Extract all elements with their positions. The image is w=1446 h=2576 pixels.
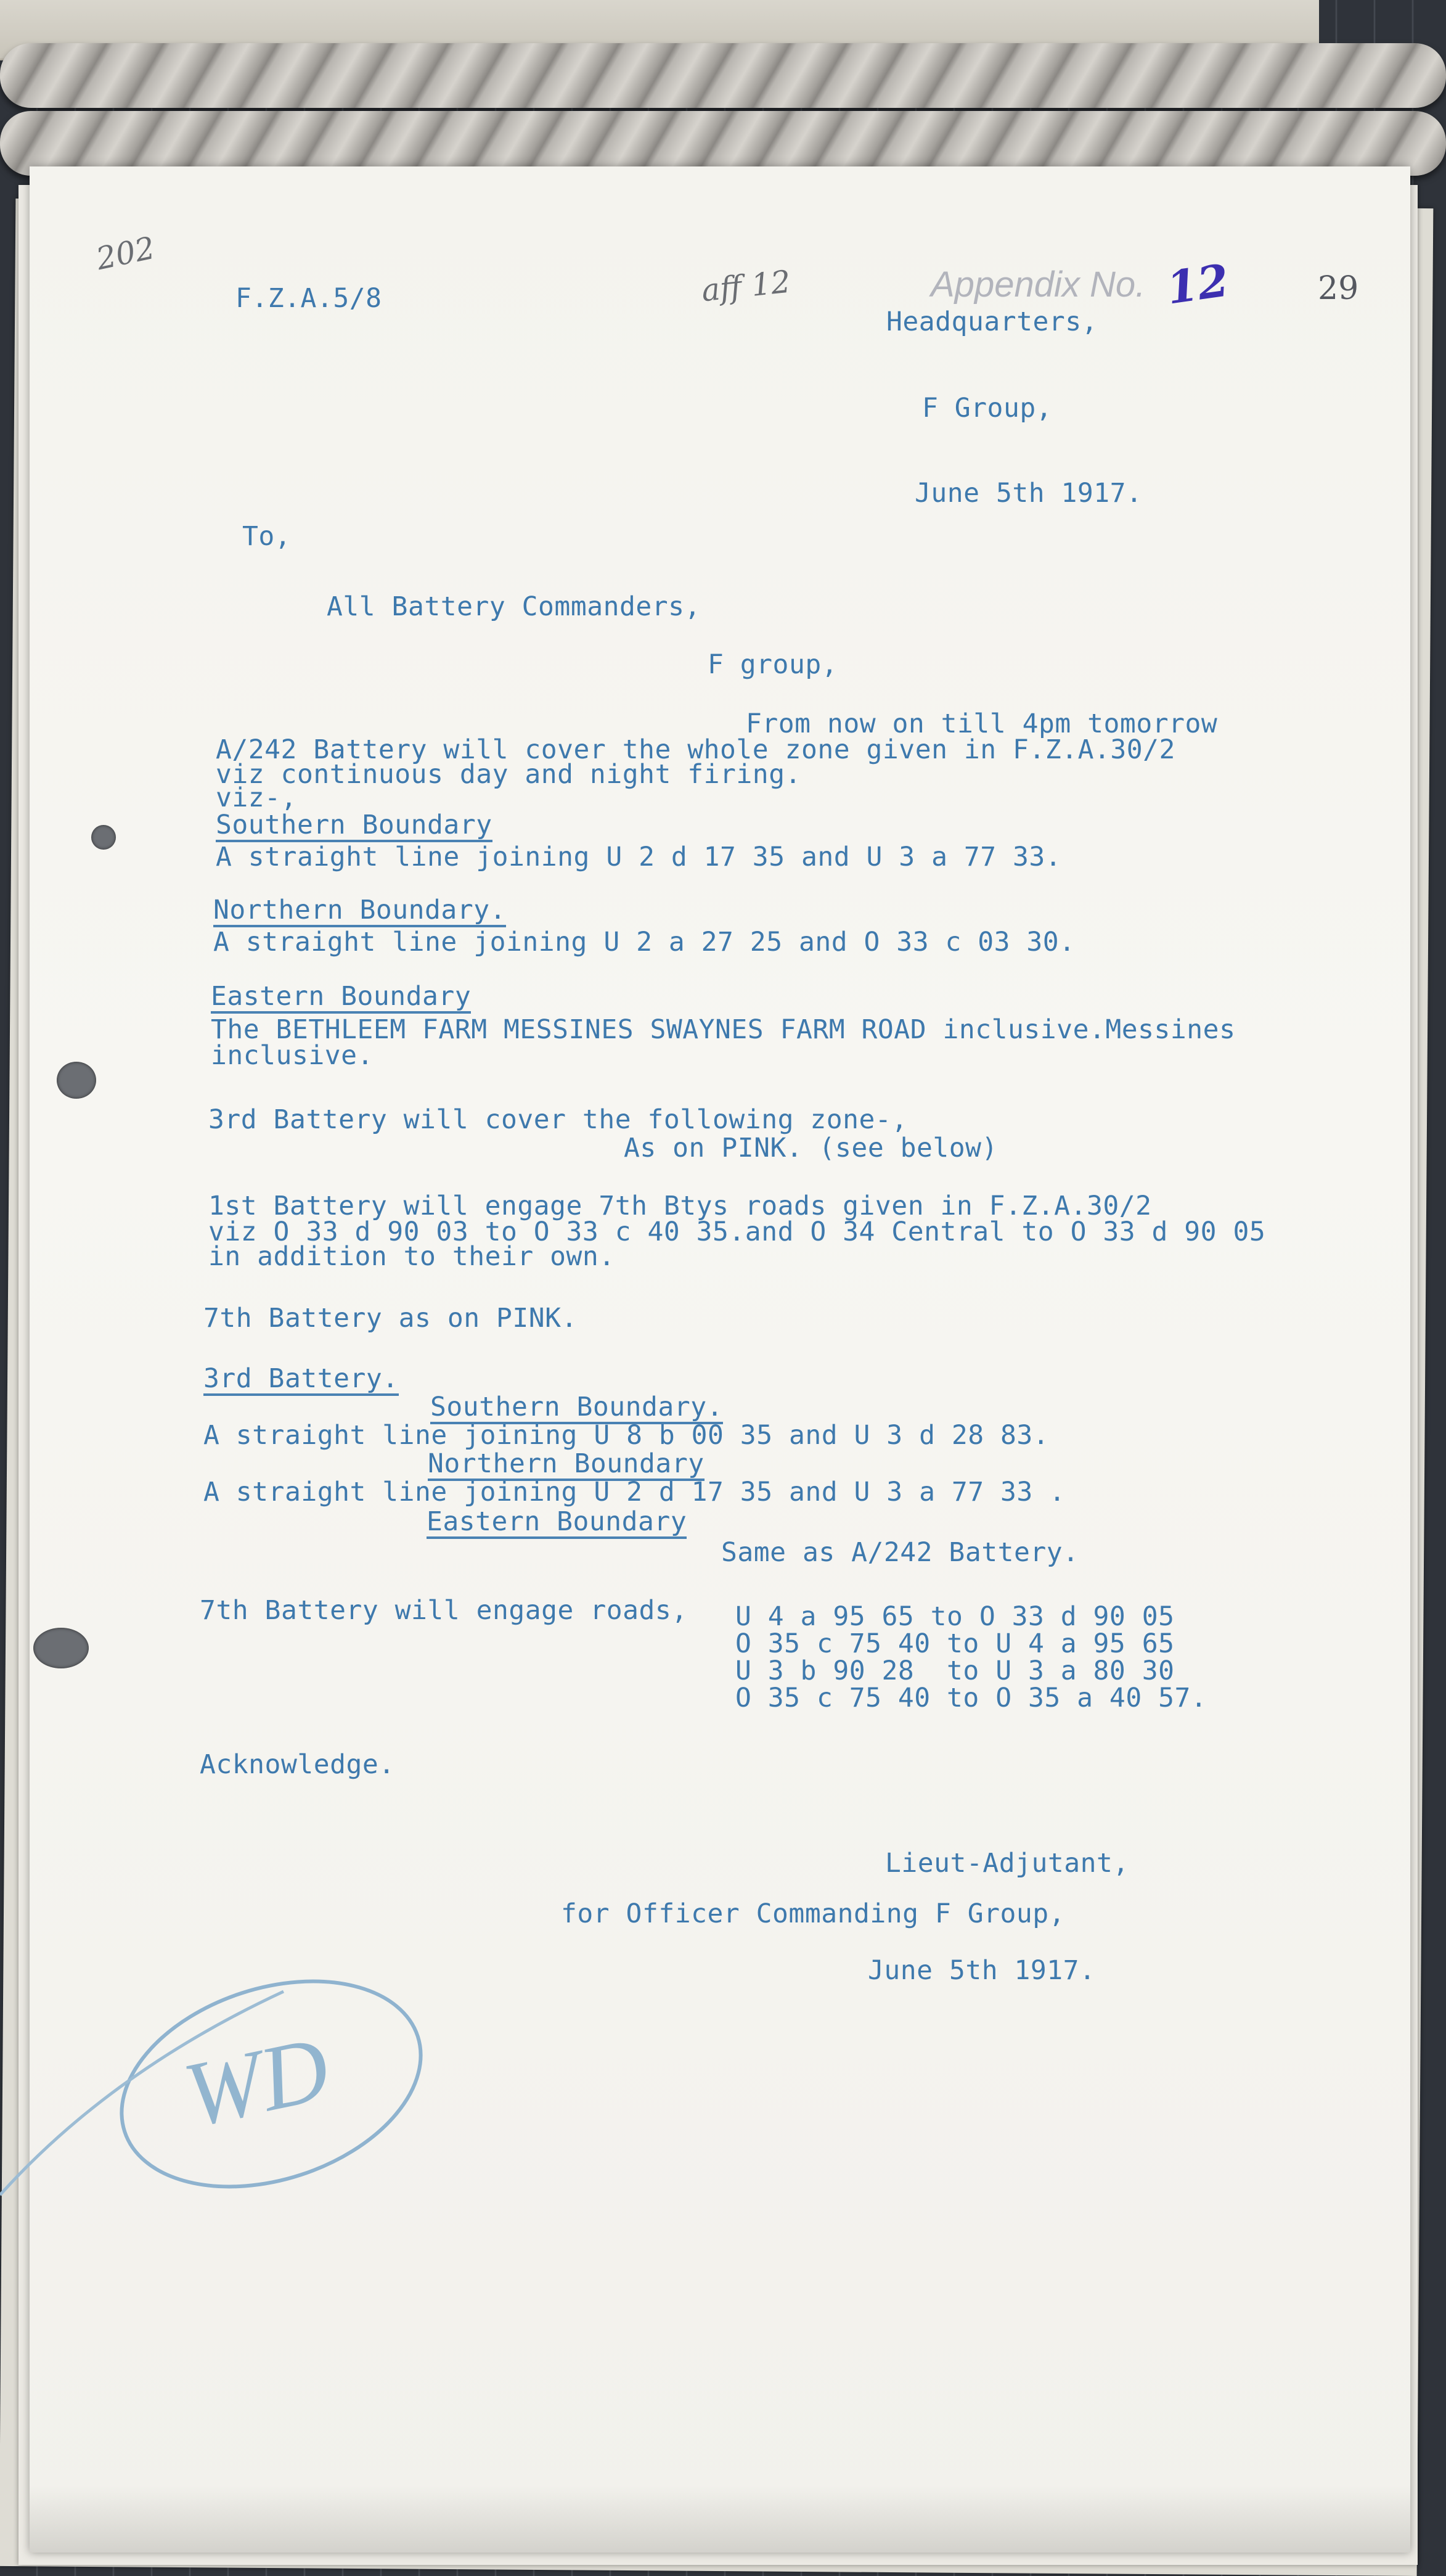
- body-line: viz continuous day and night firing.: [216, 759, 801, 790]
- signature-title: Lieut-Adjutant,: [885, 1848, 1129, 1879]
- acknowledge-line: Acknowledge.: [200, 1749, 395, 1780]
- recipient-group: F group,: [708, 649, 838, 680]
- body-line: 1st Battery will engage 7th Btys roads given in F.Z.A.30/2: [208, 1191, 1152, 1221]
- body-line: Same as A/242 Battery.: [721, 1537, 1079, 1568]
- body-line: 7th Battery will engage roads,: [200, 1595, 688, 1626]
- section-heading: Eastern Boundary: [427, 1508, 687, 1539]
- body-line: in addition to their own.: [208, 1241, 615, 1272]
- to-label: To,: [242, 521, 292, 552]
- punch-hole: [57, 1062, 96, 1099]
- recipient-line: All Battery Commanders,: [327, 591, 701, 622]
- document-reference: F.Z.A.5/8: [235, 283, 382, 314]
- body-line: From now on till 4pm tomorrow: [746, 708, 1218, 739]
- circled-initials: WD: [175, 2017, 338, 2147]
- body-line: The BETHLEEM FARM MESSINES SWAYNES FARM ROAD inclusive.Messines: [211, 1014, 1236, 1045]
- body-line: A straight line joining U 8 b 00 35 and U 3 d 28 83.: [203, 1420, 1050, 1451]
- appendix-number: 12: [1163, 253, 1232, 314]
- road-list-item: U 4 a 95 65 to O 33 d 90 05: [735, 1601, 1175, 1632]
- appendix-stamp: Appendix No.: [931, 265, 1146, 305]
- headquarters-line: Headquarters,: [886, 306, 1098, 337]
- section-heading: Eastern Boundary: [211, 983, 471, 1014]
- body-line: A straight line joining U 2 d 17 35 and U 3 a 77 33 .: [203, 1477, 1066, 1507]
- header-date: June 5th 1917.: [915, 478, 1143, 509]
- body-line: A straight line joining U 2 d 17 35 and U 3 a 77 33.: [216, 842, 1062, 872]
- road-list-item: O 35 c 75 40 to O 35 a 40 57.: [735, 1683, 1207, 1713]
- road-list-item: U 3 b 90 28 to U 3 a 80 30: [735, 1655, 1175, 1686]
- section-heading: Northern Boundary: [428, 1450, 705, 1481]
- folio-number: 29: [1318, 270, 1359, 307]
- circled-initials-annotation: [0, 1961, 468, 2244]
- group-line: F Group,: [922, 393, 1053, 424]
- punch-hole: [91, 825, 116, 850]
- signature-for-line: for Officer Commanding F Group,: [561, 1898, 1066, 1929]
- folio-corner-number: 202: [93, 229, 158, 277]
- section-heading: 3rd Battery.: [203, 1365, 399, 1396]
- page-bottom-shadow: [30, 2485, 1410, 2553]
- section-heading: Southern Boundary: [216, 811, 492, 842]
- body-line: As on PINK. (see below): [624, 1133, 998, 1163]
- body-line: A straight line joining U 2 a 27 25 and O 33 c 03 30.: [213, 927, 1076, 958]
- pencil-note: aff 12: [700, 263, 793, 309]
- body-line: A/242 Battery will cover the whole zone given in F.Z.A.30/2: [216, 734, 1175, 765]
- body-line: viz-,: [216, 782, 297, 813]
- punch-hole: [33, 1628, 89, 1668]
- road-list-item: O 35 c 75 40 to U 4 a 95 65: [735, 1628, 1175, 1659]
- body-line: 7th Battery as on PINK.: [203, 1303, 578, 1334]
- binding-string-upper: [0, 43, 1446, 108]
- body-line: viz O 33 d 90 03 to O 33 c 40 35.and O 34 Central to O 33 d 90 05: [208, 1216, 1266, 1247]
- section-heading: Northern Boundary.: [213, 896, 506, 927]
- body-line: 3rd Battery will cover the following zone-,: [208, 1104, 908, 1135]
- signature-date: June 5th 1917.: [868, 1955, 1096, 1986]
- body-line: inclusive.: [211, 1040, 374, 1071]
- section-heading: Southern Boundary.: [430, 1393, 723, 1424]
